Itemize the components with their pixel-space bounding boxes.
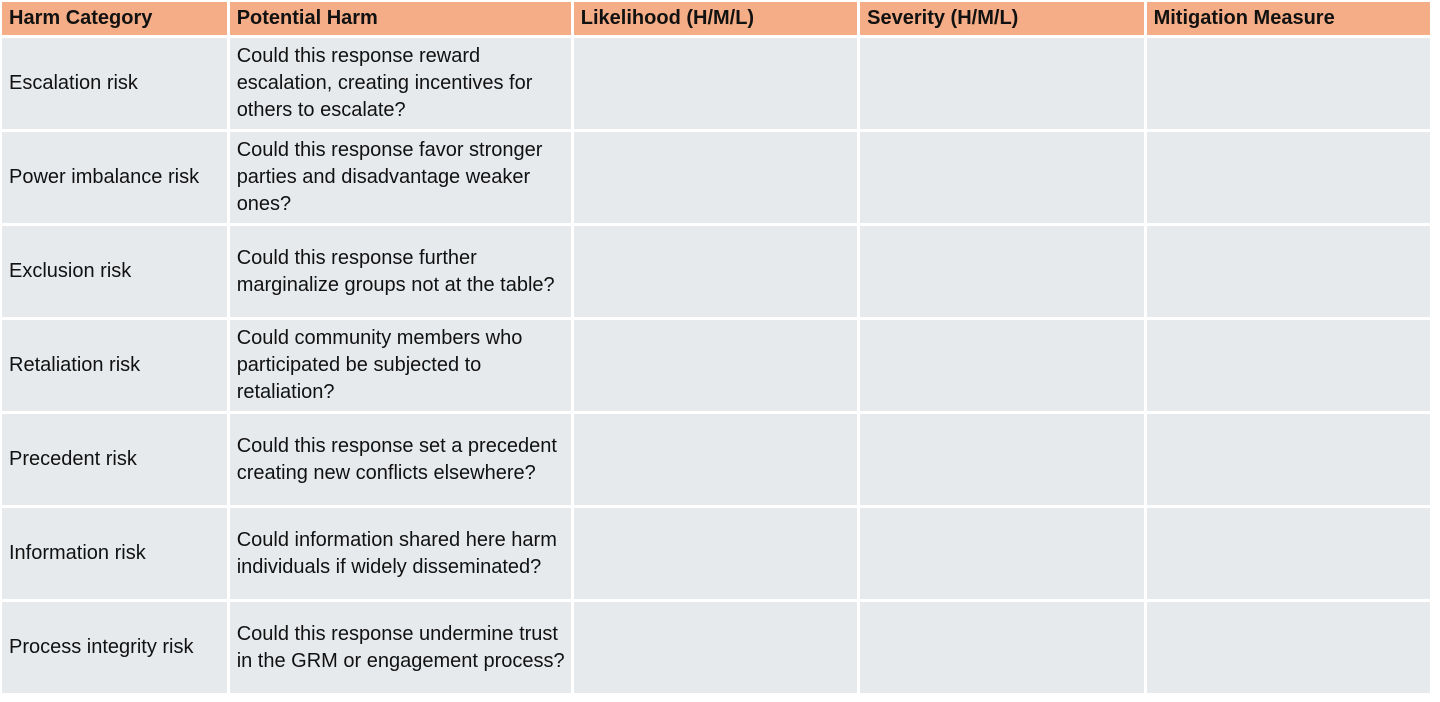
cell-mitigation[interactable] xyxy=(1147,226,1430,317)
header-mitigation-measure: Mitigation Measure xyxy=(1147,2,1430,35)
table-row xyxy=(2,602,1430,693)
harm-text: Could this response undermine trust in the GRM or engagement process? xyxy=(236,622,565,672)
cell-severity[interactable] xyxy=(860,414,1143,505)
cell-category: Precedent risk xyxy=(2,414,227,505)
cell-likelihood[interactable] xyxy=(574,38,857,129)
cell-potential-harm xyxy=(230,602,571,693)
cell-mitigation[interactable] xyxy=(1147,38,1430,129)
table-row xyxy=(2,508,1430,599)
cell-potential-harm xyxy=(230,226,571,317)
cell-potential-harm xyxy=(230,132,571,223)
cell-mitigation[interactable] xyxy=(1147,508,1430,599)
cell-category: Exclusion risk xyxy=(2,226,227,317)
harm-text: Could this response further marginalize groups not at the table? xyxy=(236,246,555,296)
cell-mitigation[interactable] xyxy=(1147,414,1430,505)
table-row xyxy=(2,132,1430,223)
cell-mitigation[interactable] xyxy=(1147,320,1430,411)
table-row xyxy=(2,414,1430,505)
harm-text: Could this response set a precedent creating new conflicts elsewhere? xyxy=(236,434,557,484)
cell-mitigation[interactable] xyxy=(1147,132,1430,223)
table-header-row xyxy=(2,2,1430,35)
cell-severity[interactable] xyxy=(860,38,1143,129)
cell-category: Power imbalance risk xyxy=(2,132,227,223)
cell-likelihood[interactable] xyxy=(574,320,857,411)
cell-likelihood[interactable] xyxy=(574,226,857,317)
cell-category: Process integrity risk xyxy=(2,602,227,693)
cell-likelihood[interactable] xyxy=(574,414,857,505)
cell-severity[interactable] xyxy=(860,508,1143,599)
header-severity: Severity (H/M/L) xyxy=(860,2,1143,35)
harm-text: Could community members who participated be subjected to retaliation? xyxy=(236,327,523,403)
cell-likelihood[interactable] xyxy=(574,602,857,693)
cell-severity[interactable] xyxy=(860,226,1143,317)
harm-text: Could this response reward escalation, creating incentives for others to escalate? xyxy=(236,45,533,121)
table-row xyxy=(2,38,1430,129)
cell-category: Retaliation risk xyxy=(2,320,227,411)
cell-potential-harm xyxy=(230,320,571,411)
cell-severity[interactable] xyxy=(860,132,1143,223)
cell-potential-harm xyxy=(230,38,571,129)
header-potential-harm: Potential Harm xyxy=(230,2,571,35)
table-row xyxy=(2,226,1430,317)
cell-potential-harm xyxy=(230,414,571,505)
cell-severity[interactable] xyxy=(860,602,1143,693)
header-likelihood: Likelihood (H/M/L) xyxy=(574,2,857,35)
harm-text: Could information shared here harm individuals if widely disseminated? xyxy=(236,528,557,578)
cell-potential-harm xyxy=(230,508,571,599)
cell-category: Escalation risk xyxy=(2,38,227,129)
cell-likelihood[interactable] xyxy=(574,508,857,599)
header-harm-category: Harm Category xyxy=(2,2,227,35)
harm-text: Could this response favor stronger parties and disadvantage weaker ones? xyxy=(236,139,543,215)
cell-mitigation[interactable] xyxy=(1147,602,1430,693)
cell-category: Information risk xyxy=(2,508,227,599)
cell-severity[interactable] xyxy=(860,320,1143,411)
table-row xyxy=(2,320,1430,411)
cell-likelihood[interactable] xyxy=(574,132,857,223)
